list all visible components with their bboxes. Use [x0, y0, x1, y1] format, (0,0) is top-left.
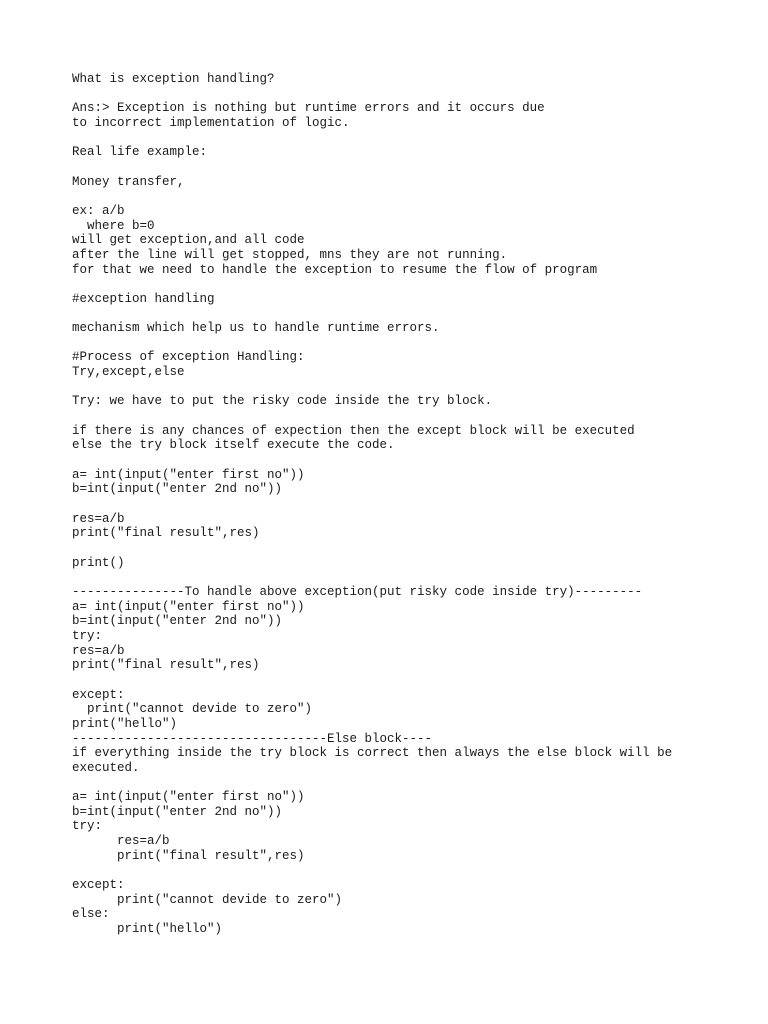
text-line: where b=0	[72, 218, 155, 233]
text-line: b=int(input("enter 2nd no"))	[72, 804, 283, 819]
text-line	[72, 673, 742, 688]
text-line: b=int(input("enter 2nd no"))	[72, 614, 283, 629]
text-line: try:	[72, 819, 103, 834]
text-line	[72, 307, 742, 322]
text-line	[72, 277, 742, 292]
text-line: print("final result",res)	[72, 526, 260, 541]
text-line	[72, 863, 742, 878]
text-line: for that we need to handle the exception to resume the flow of program	[72, 262, 598, 277]
text-line: print("final result",res)	[72, 658, 260, 673]
text-line: a= int(input("enter first no"))	[72, 467, 305, 482]
text-line: try:	[72, 628, 103, 643]
text-line: executed.	[72, 760, 140, 775]
text-line: except:	[72, 878, 125, 893]
text-line	[72, 189, 742, 204]
text-line: res=a/b	[72, 511, 125, 526]
text-line: #Process of exception Handling:	[72, 350, 305, 365]
text-line	[72, 160, 742, 175]
text-line	[72, 336, 742, 351]
text-line: ---------------To handle above exception(put risky code inside try)---------	[72, 584, 643, 599]
text-line	[72, 776, 742, 791]
text-line: print("cannot devide to zero")	[72, 702, 313, 717]
text-line: will get exception,and all code	[72, 233, 305, 248]
text-line: res=a/b	[72, 643, 125, 658]
text-line: Ans:> Exception is nothing but runtime errors and it occurs due	[72, 101, 545, 116]
text-line: ----------------------------------Else block----	[72, 731, 433, 746]
text-line: What is exception handling?	[72, 72, 275, 86]
text-line	[72, 497, 742, 512]
text-line: else the try block itself execute the code.	[72, 438, 395, 453]
text-line: Money transfer,	[72, 174, 185, 189]
text-line	[72, 541, 742, 556]
text-line: else:	[72, 907, 110, 922]
text-line: if there is any chances of expection then the except block will be executed	[72, 423, 635, 438]
text-line: res=a/b	[72, 834, 170, 849]
text-line	[72, 380, 742, 395]
text-line	[72, 409, 742, 424]
text-line: print("cannot devide to zero")	[72, 892, 343, 907]
text-line: if everything inside the try block is correct then always the else block will be	[72, 746, 673, 761]
text-line: Try,except,else	[72, 365, 185, 380]
text-line: to incorrect implementation of logic.	[72, 115, 350, 130]
text-line: ex: a/b	[72, 203, 125, 218]
text-line: except:	[72, 687, 125, 702]
text-line: b=int(input("enter 2nd no"))	[72, 482, 283, 497]
text-line: after the line will get stopped, mns they are not running.	[72, 247, 508, 262]
text-line	[72, 87, 742, 102]
text-line: #exception handling	[72, 291, 215, 306]
text-line: print("final result",res)	[72, 848, 305, 863]
text-line: Real life example:	[72, 145, 208, 160]
text-line: print()	[72, 555, 125, 570]
text-line	[72, 570, 742, 585]
document-body	[72, 72, 742, 937]
text-line: Try: we have to put the risky code inside the try block.	[72, 394, 493, 409]
text-line: print("hello")	[72, 922, 223, 937]
text-line	[72, 131, 742, 146]
text-line: a= int(input("enter first no"))	[72, 790, 305, 805]
text-line: mechanism which help us to handle runtime errors.	[72, 321, 440, 336]
text-line: a= int(input("enter first no"))	[72, 599, 305, 614]
text-line: print("hello")	[72, 716, 178, 731]
text-line	[72, 453, 742, 468]
